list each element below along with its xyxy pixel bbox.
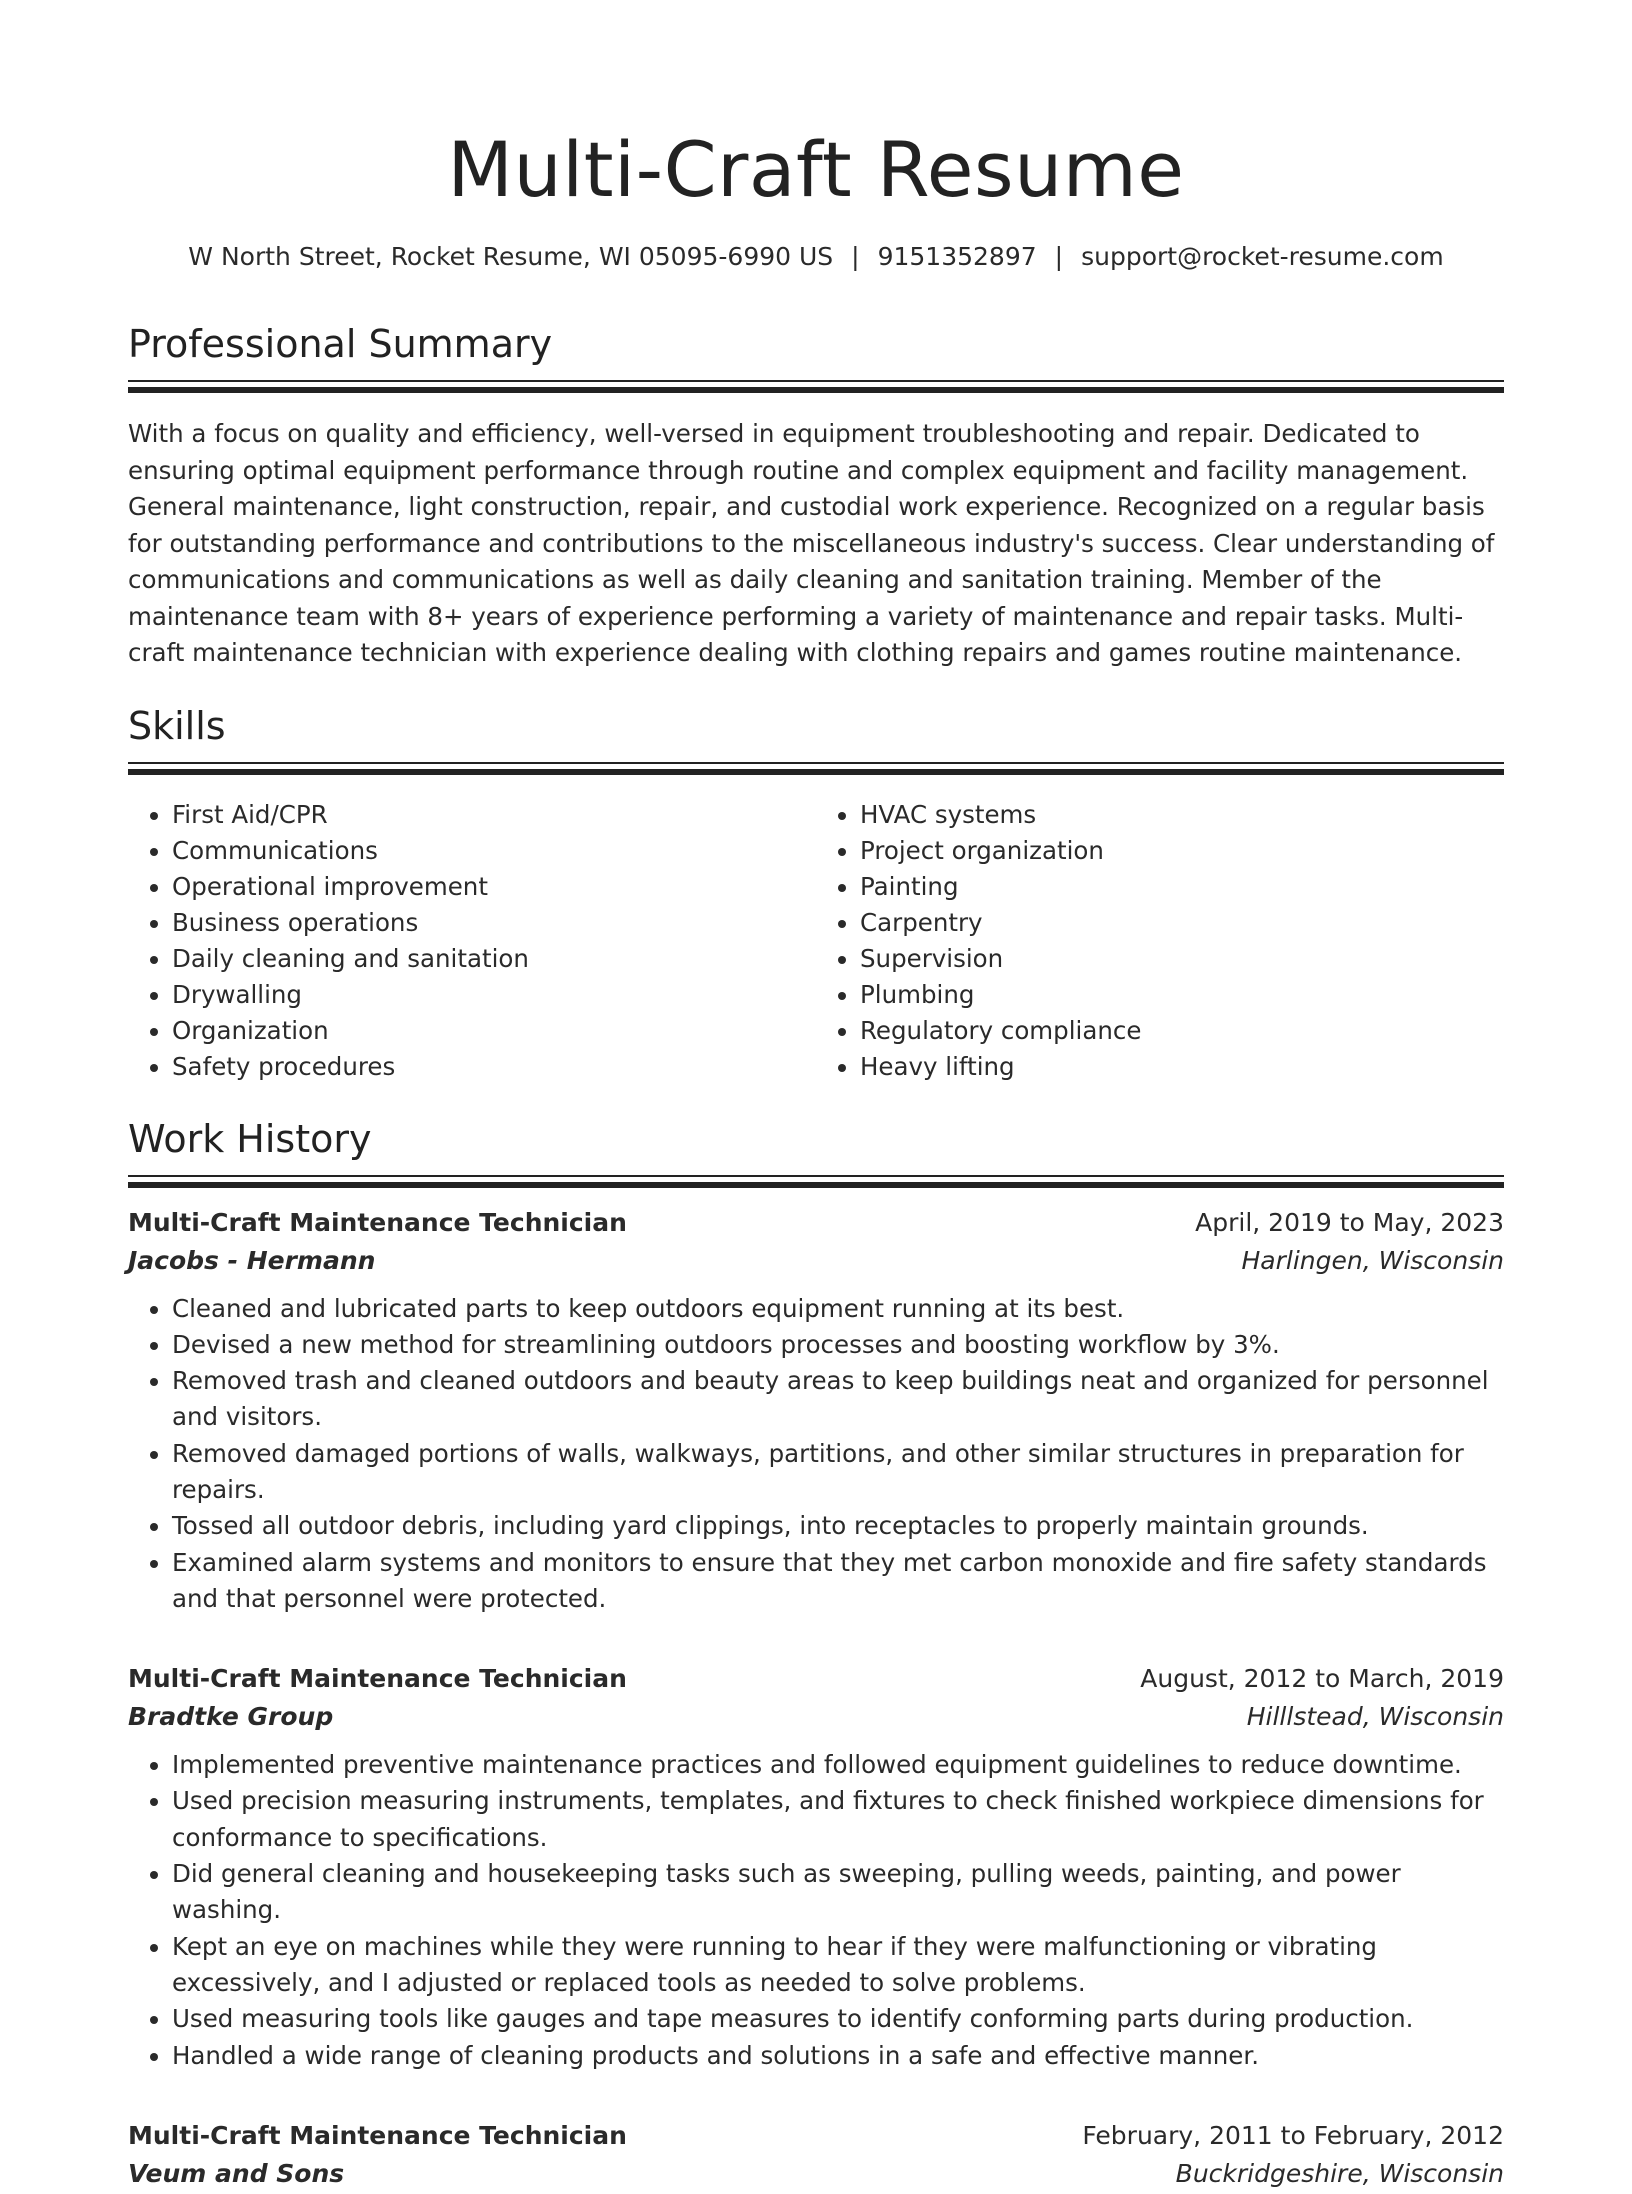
summary-text: With a focus on quality and efficiency, well-versed in equipment troubleshooting and repair. Dedicated to ensuring optimal equipment performance through routine and complex equipment and facility management. General maintenance, light construction, repair, and custodial work experience. Recognized on a regular basis for outstanding performance and contributions to the miscellaneous industry's success. Clear understanding of communications and communications as well as daily cleaning and sanitation training. Member of the maintenance team with 8+ years of experience performing a variety of maintenance and repair tasks. Multi-craft maintenance technician with experience dealing with clothing repairs and games routine maintenance. <box>128 419 1495 667</box>
job-entry <box>128 2118 1504 2194</box>
section-title-skills: Skills <box>128 703 226 748</box>
skills-list-left <box>128 797 816 1085</box>
skill-item: • Regulatory compliance <box>860 1013 1504 1049</box>
job-bullet: • Tossed all outdoor debris, including yard clippings, into receptacles to properly maintain grounds. <box>172 1508 1504 1544</box>
job-bullets <box>128 1747 1504 2074</box>
contact-separator: | <box>1054 242 1064 271</box>
job-bullet: • Removed trash and cleaned outdoors and beauty areas to keep buildings neat and organized for personnel and visitors. <box>172 1363 1504 1436</box>
contact-email: support@rocket-resume.com <box>1081 242 1444 271</box>
job-company: Veum and Sons <box>128 2158 345 2188</box>
job-title: Multi-Craft Maintenance Technician <box>128 2120 627 2150</box>
skill-item: • Painting <box>860 869 1504 905</box>
professional-summary-section <box>128 320 1504 672</box>
job-title: Multi-Craft Maintenance Technician <box>128 1207 627 1237</box>
skill-item: • Plumbing <box>860 977 1504 1013</box>
job-bullet: • Implemented preventive maintenance practices and followed equipment guidelines to reduce downtime. <box>172 1747 1504 1783</box>
contact-separator: | <box>851 242 860 271</box>
contact-address: W North Street, Rocket Resume, WI 05095-6990 US <box>188 242 834 271</box>
job-title: Multi-Craft Maintenance Technician <box>128 1664 627 1694</box>
skill-item: • HVAC systems <box>860 797 1504 833</box>
skill-item: • Project organization <box>860 833 1504 869</box>
skill-item: • Organization <box>172 1013 816 1049</box>
job-bullet: • Handled a wide range of cleaning products and solutions in a safe and effective manner. <box>172 2038 1504 2074</box>
job-company: Jacobs - Hermann <box>128 1245 376 1275</box>
skill-item: • Communications <box>172 833 816 869</box>
job-location: Buckridgeshire, Wisconsin <box>1175 2158 1504 2188</box>
job-bullet: • Devised a new method for streamlining outdoors processes and boosting workflow by 3%. <box>172 1327 1504 1363</box>
skill-item: • Operational improvement <box>172 869 816 905</box>
job-subheader <box>128 2154 1504 2194</box>
job-bullet: • Examined alarm systems and monitors to ensure that they met carbon monoxide and fire safety standards and that personnel were protected. <box>172 1545 1504 1618</box>
resume-name: Multi-Craft Resume <box>447 125 1185 214</box>
section-title-work: Work History <box>128 1116 372 1161</box>
skill-item: • Daily cleaning and sanitation <box>172 941 816 977</box>
job-location: Hilllstead, Wisconsin <box>1246 1702 1504 1732</box>
skill-item: • Supervision <box>860 941 1504 977</box>
job-subheader <box>128 1241 1504 1281</box>
job-bullet: • Removed damaged portions of walls, walkways, partitions, and other similar structures in preparation for repairs. <box>172 1436 1504 1509</box>
skills-list-right <box>816 797 1504 1085</box>
job-bullet: • Cleaned and lubricated parts to keep outdoors equipment running at its best. <box>172 1291 1504 1327</box>
job-location: Harlingen, Wisconsin <box>1241 1245 1504 1275</box>
job-bullet: • Used precision measuring instruments, templates, and fixtures to check finished workpiece dimensions for conformance to specifications. <box>172 1783 1504 1856</box>
skills-grid <box>128 797 1504 1085</box>
job-subheader <box>128 1697 1504 1737</box>
job-header <box>128 2118 1504 2154</box>
job-bullet: • Did general cleaning and housekeeping tasks such as sweeping, pulling weeds, painting, and power washing. <box>172 1856 1504 1929</box>
skills-section <box>128 702 1504 1085</box>
job-entry <box>128 1661 1504 2074</box>
job-header <box>128 1661 1504 1697</box>
skill-item: • Drywalling <box>172 977 816 1013</box>
section-divider <box>128 1175 1504 1177</box>
skill-item: • First Aid/CPR <box>172 797 816 833</box>
job-header <box>128 1205 1504 1241</box>
job-dates: April, 2019 to May, 2023 <box>1195 1207 1504 1237</box>
job-bullet: • Kept an eye on machines while they were running to hear if they were malfunctioning or vibrating excessively, and I adjusted or replaced tools as needed to solve problems. <box>172 1929 1504 2002</box>
skill-item: • Heavy lifting <box>860 1049 1504 1085</box>
section-divider <box>128 380 1504 382</box>
skill-item: • Carpentry <box>860 905 1504 941</box>
work-history-section <box>128 1115 1504 2194</box>
section-divider <box>128 762 1504 764</box>
job-dates: February, 2011 to February, 2012 <box>1082 2120 1504 2150</box>
section-title-summary: Professional Summary <box>128 322 553 366</box>
job-bullet: • Used measuring tools like gauges and tape measures to identify conforming parts during production. <box>172 2001 1504 2037</box>
contact-phone: 9151352897 <box>877 242 1037 271</box>
job-entry <box>128 1205 1504 1618</box>
skill-item: • Safety procedures <box>172 1049 816 1085</box>
job-bullets <box>128 1291 1504 1618</box>
contact-line <box>128 240 1504 274</box>
skill-item: • Business operations <box>172 905 816 941</box>
job-company: Bradtke Group <box>128 1702 334 1732</box>
job-dates: August, 2012 to March, 2019 <box>1140 1664 1504 1694</box>
